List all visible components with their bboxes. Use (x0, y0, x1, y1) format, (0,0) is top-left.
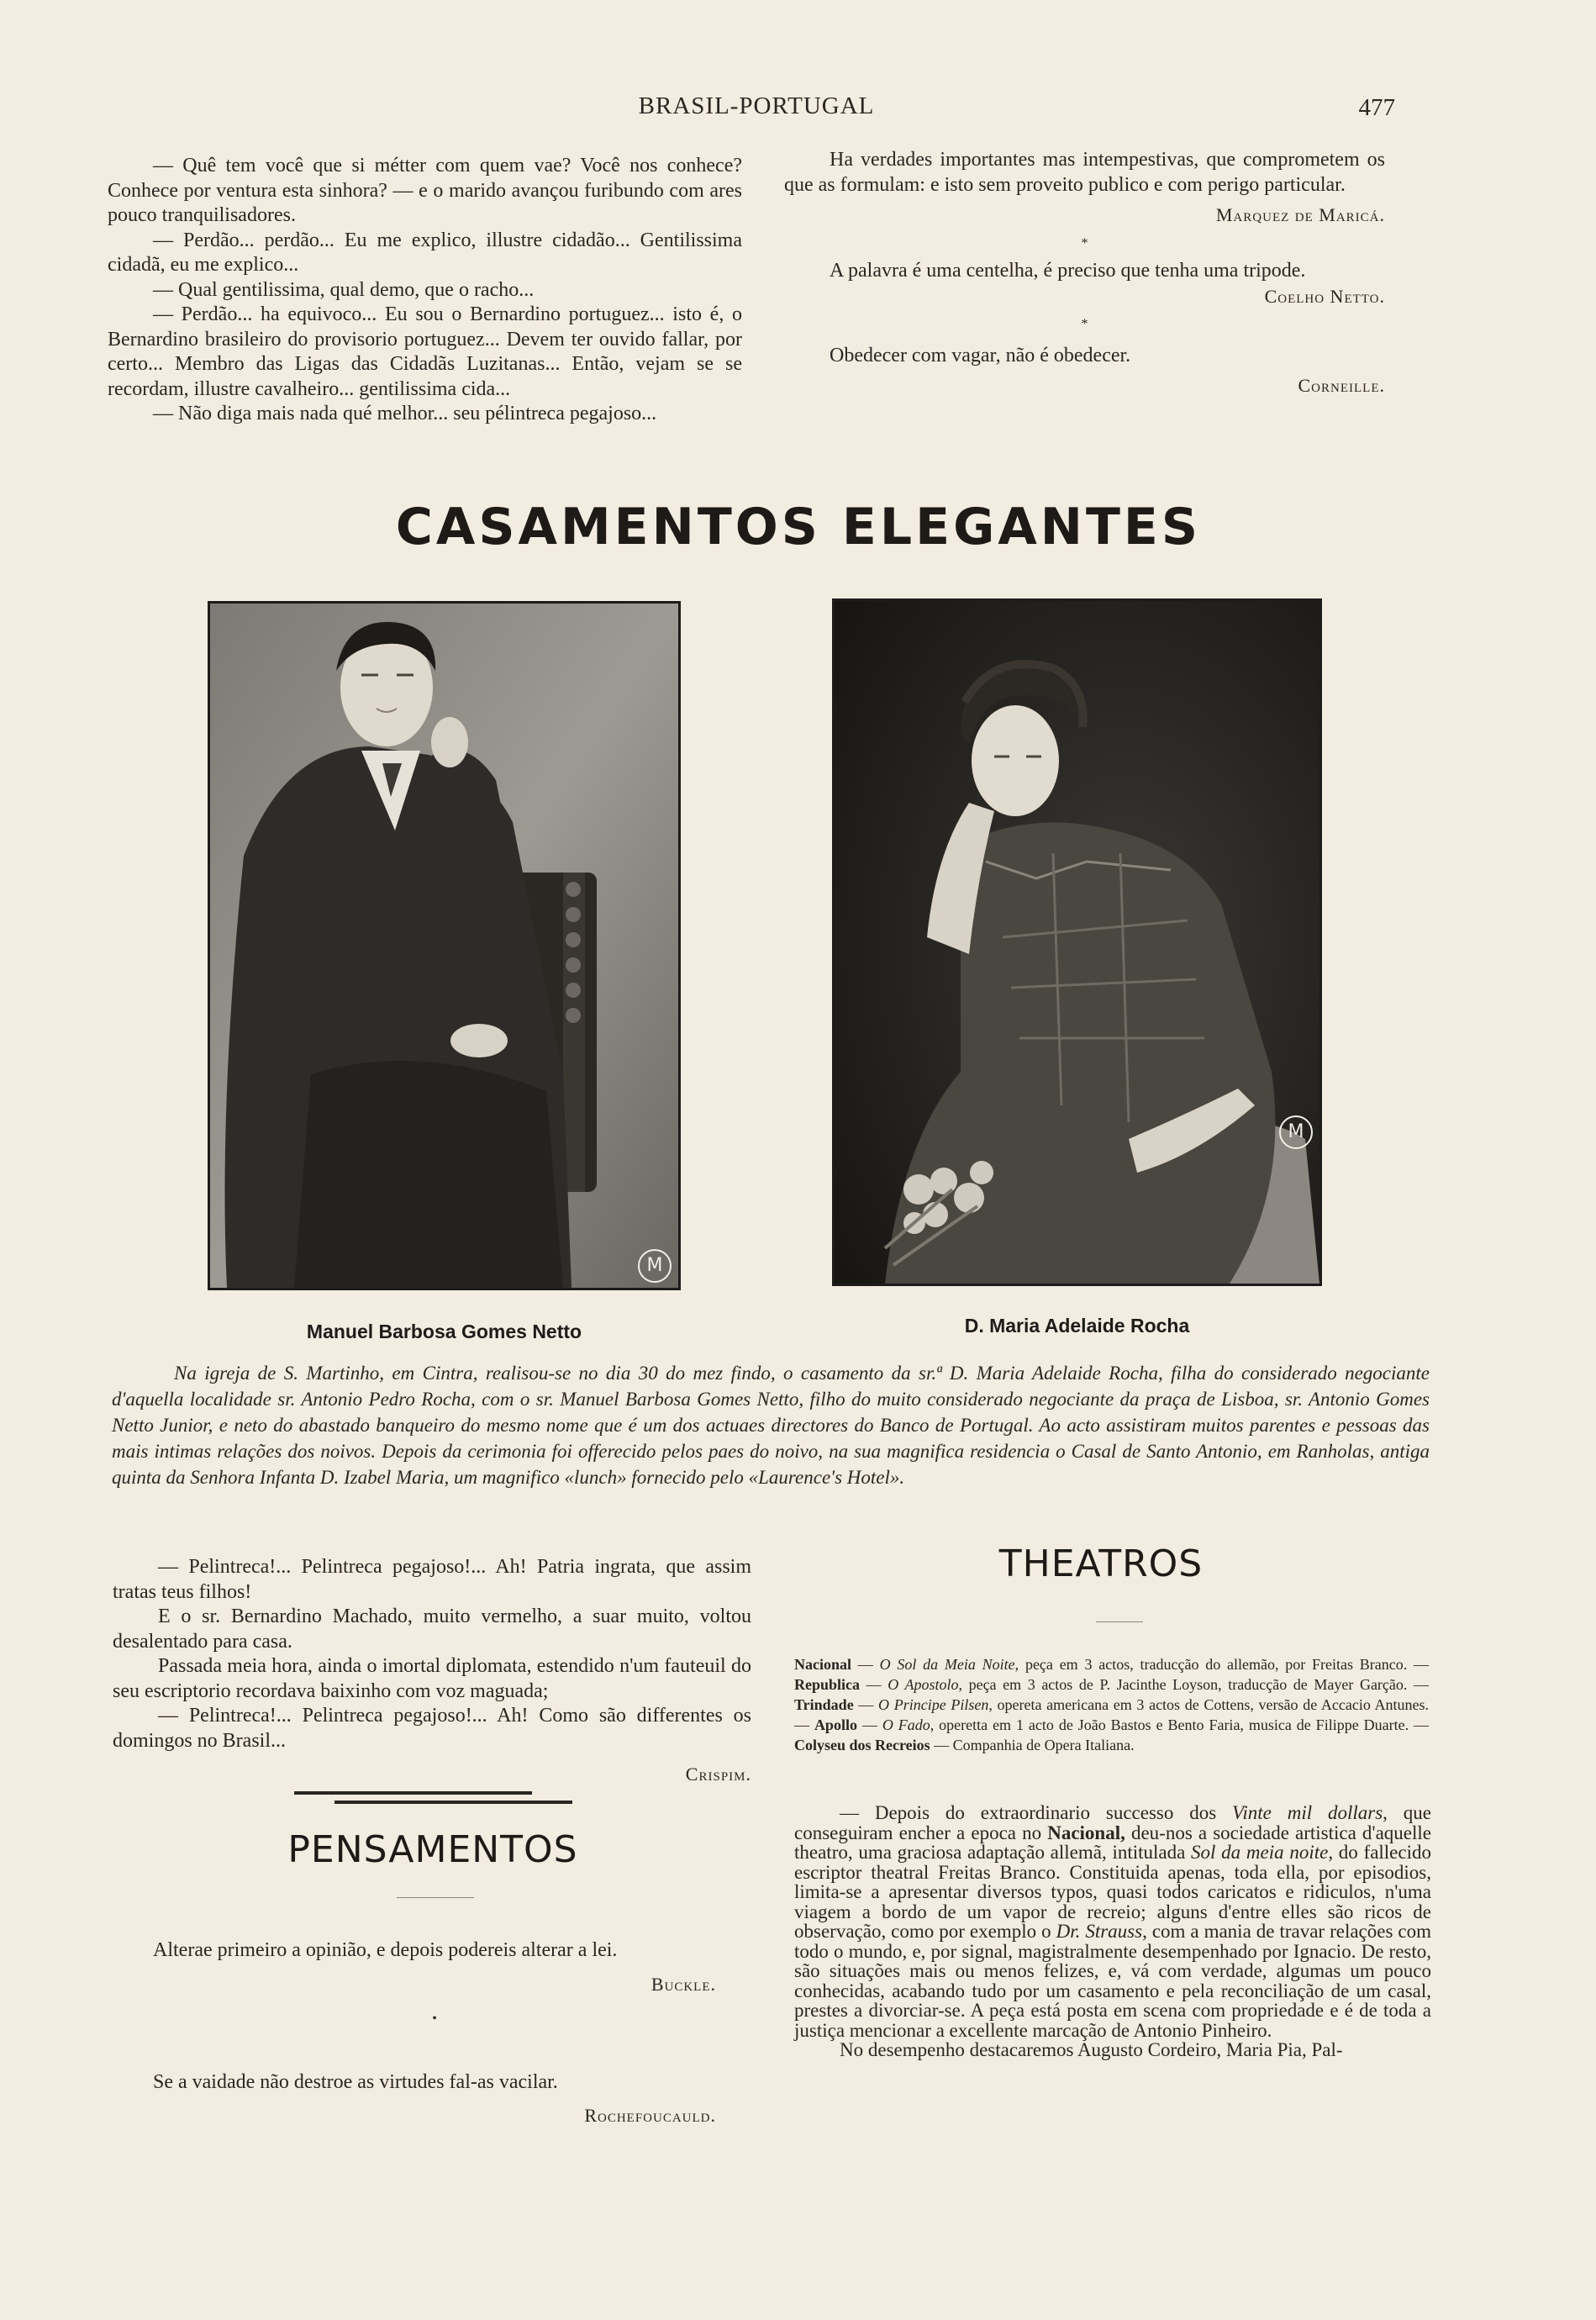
photographer-monogram: M (638, 1249, 672, 1283)
listing-separator: — (860, 1676, 888, 1693)
story-signature: Crispim. (685, 1764, 751, 1785)
show-title: O Principe Pilsen (878, 1696, 989, 1713)
dialogue-paragraph: — Quê tem você que si métter com quem vae? Você nos conhece? Conhece por ventura esta sinhora? — e o marido avançou furibundo com ares pouco tranquilisadores. (108, 155, 742, 226)
listing-details: , peça em 3 actos de P. Jacinthe Loyson, traducção de Mayer Garção. — (958, 1676, 1429, 1693)
listing-details: Companhia de Opera Italiana. (952, 1737, 1135, 1753)
bride-portrait-illustration (835, 601, 1319, 1284)
thought-text: Alterae primeiro a opinião, e depois podereis alterar a lei. (153, 1939, 618, 1961)
dialogue-paragraph: — Qual gentilissima, qual demo, que o racho... (153, 278, 535, 301)
story-paragraph: Passada meia hora, ainda o imortal diplomata, estendido n'um fauteuil do seu escriptorio recordava baixinho com voz maguada; (113, 1655, 751, 1702)
thought-author: Buckle. (651, 1973, 716, 1995)
groom-photo (208, 601, 681, 1290)
review-show-title: Sol da meia noite (1191, 1842, 1329, 1863)
story-paragraph: — Pelintreca!... Pelintreca pegajoso!... Ah! Patria ingrata, que assim tratas teus filhos! (113, 1556, 751, 1603)
review-text: — Depois do extraordinario successo dos (840, 1802, 1233, 1823)
dialogue-paragraph: — Perdão... perdão... Eu me explico, illustre cidadão... Gentilissima cidadã, eu me explico... (108, 229, 742, 276)
thought-author: Rochefoucauld. (584, 2105, 716, 2126)
listing-details: , peça em 3 actos, traducção do allemão, por Freitas Branco. — (1014, 1656, 1430, 1673)
quote-text: Ha verdades importantes mas intempestivas, que comprometem os que as formulam: e isto sem proveito publico e com perigo particular. (784, 149, 1385, 196)
quote-text: A palavra é uma centelha, é preciso que tenha uma tripode. (830, 260, 1306, 282)
review-character: Dr. Strauss (1056, 1921, 1143, 1942)
story-paragraph: E o sr. Bernardino Machado, muito vermelho, a suar muito, voltou desalentado para casa. (113, 1606, 751, 1653)
pensamentos-list (153, 1938, 716, 2128)
quotes-top (784, 148, 1385, 398)
theatre-listing (794, 1654, 1429, 1755)
venue-name: Republica (794, 1676, 861, 1693)
review-text: , do fallecido escriptor theatral Freitas Branco. Constituida apenas, toda ella, por episodios, limita-se a apresentar diversos typos, quasi todos caricatos e ridiculos, n'uma viagem a bordo de um vapor de recreio; alguns d'entre elles são ricos de observação, como por exemplo o (794, 1842, 1431, 1942)
dialogue-paragraph: — Não diga mais nada qué melhor... seu pélintreca pegajoso... (153, 403, 657, 424)
listing-separator: — (856, 1716, 882, 1733)
asterisk-separator: * (1081, 317, 1088, 331)
show-title: O Sol da Meia Noite (879, 1656, 1015, 1673)
quote-author: Coelho Netto. (1264, 285, 1385, 307)
venue-name: Apollo (814, 1716, 857, 1733)
venue-name: Colyseu dos Recreios (794, 1737, 930, 1753)
review-text: , que conseguiram encher a epoca no (794, 1802, 1431, 1843)
bride-caption: D. Maria Adelaide Rocha (964, 1315, 1190, 1337)
listing-details: , opereta americana em 3 actos de Cottens, versão de Accacio Antunes. — (794, 1696, 1429, 1733)
section-rule (334, 1801, 572, 1804)
review-text: deu-nos a sociedade artistica d'aquelle theatro, uma graciosa adaptação allemã, intitulada (794, 1822, 1431, 1863)
groom-caption: Manuel Barbosa Gomes Netto (306, 1321, 582, 1342)
listing-details: , operetta em 1 acto de João Bastos e Bento Faria, musica de Filippe Duarte. — (930, 1716, 1430, 1733)
review-paragraph (794, 1803, 1431, 2040)
review-paragraph: No desempenho destacaremos Augusto Cordeiro, Maria Pia, Pal- (840, 2039, 1343, 2060)
photographer-monogram: M (1279, 1115, 1313, 1149)
dot-separator: • (432, 2012, 437, 2026)
groom-portrait-illustration (210, 604, 678, 1288)
running-header (0, 92, 1596, 126)
review-venue: Nacional, (1047, 1822, 1125, 1843)
theatros-title-box (924, 1542, 1277, 1585)
listing-separator: — (930, 1737, 953, 1753)
title-underline (1096, 1621, 1143, 1622)
review-show-title: Vinte mil dollars (1232, 1802, 1383, 1823)
section-rule (294, 1791, 532, 1795)
title-underline (397, 1897, 474, 1898)
dialogue-top (108, 154, 742, 427)
theatros-title: THEATROS (998, 1542, 1204, 1585)
venue-name: Nacional (794, 1656, 852, 1673)
bride-photo (832, 598, 1322, 1286)
theatre-review (794, 1803, 1431, 2060)
journal-title: BRASIL-PORTUGAL (638, 92, 875, 119)
venue-name: Trindade (794, 1696, 854, 1713)
pensamentos-title: PENSAMENTOS (287, 1828, 578, 1871)
show-title: O Fado (882, 1716, 930, 1733)
quote-text: Obedecer com vagar, não é obedecer. (830, 344, 1131, 366)
wedding-section-title: CASAMENTOS ELEGANTES (395, 498, 1202, 556)
show-title: O Apostolo (888, 1676, 959, 1693)
wedding-section-title-box (252, 498, 1345, 556)
listing-separator: — (851, 1656, 880, 1673)
wedding-report: Na igreja de S. Martinho, em Cintra, realisou-se no dia 30 do mez findo, o casamento da sr.ª D. Maria Adelaide Rocha, filha do considerado negociante d'aquella localidade sr. Antonio Pedro Rocha, com o sr. Manuel Barbosa Gomes Netto, filho do muito considerado negociante da praça de Lisboa, sr. Antonio Gomes Netto Junior, e neto do abastado banqueiro do mesmo nome que é um dos actuaes directores do Banco de Portugal. Ao acto assistiram muitos parentes e pessoas das mais intimas relações dos noivos. Depois da cerimonia foi offerecido pelos paes do noivo, na sua magnifica residencia o Casal de Santo Antonio, em Ranholas, antiga quinta da Senhora Infanta D. Izabel Maria, um magnifico «lunch» fornecido pelo «Laurence's Hotel». (112, 1363, 1430, 1488)
quote-author: Corneille. (1298, 375, 1385, 396)
pensamentos-title-box (168, 1828, 698, 1871)
asterisk-separator: * (1081, 235, 1088, 250)
story-paragraph: — Pelintreca!... Pelintreca pegajoso!... Ah! Como são differentes os domingos no Brasil... (113, 1705, 751, 1752)
review-text: , com a mania de travar relações com todo o mundo, e, por signal, magistralmente desempenhado por Ignacio. De resto, são situações mais ou menos felizes, e, vá com verdade, algumas um pouco conhecidas, acabando tudo por um casamento e pela reconciliação de um casal, prestes a divorciar-se. A peça está posta em scena com propriedade e é de toda a justiça mencionar a excellente marcação de Antonio Pinheiro. (794, 1921, 1431, 2041)
story-end (113, 1555, 751, 1787)
thought-text: Se a vaidade não destroe as virtudes fal-as vacilar. (153, 2070, 558, 2093)
listing-separator: — (853, 1696, 879, 1713)
page-number: 477 (1358, 94, 1395, 121)
quote-author: Marquez de Maricá. (1215, 204, 1385, 225)
dialogue-paragraph: — Perdão... ha equivoco... Eu sou o Bernardino portuguez... isto é, o Bernardino brasileiro do provisorio portuguez... Devem ter ouvido fallar, por certo... Membro das Ligas das Cidadãs Luzitanas... Então, vejam se se recordam, illustre cavalheiro... gentilissima cida... (108, 303, 742, 400)
